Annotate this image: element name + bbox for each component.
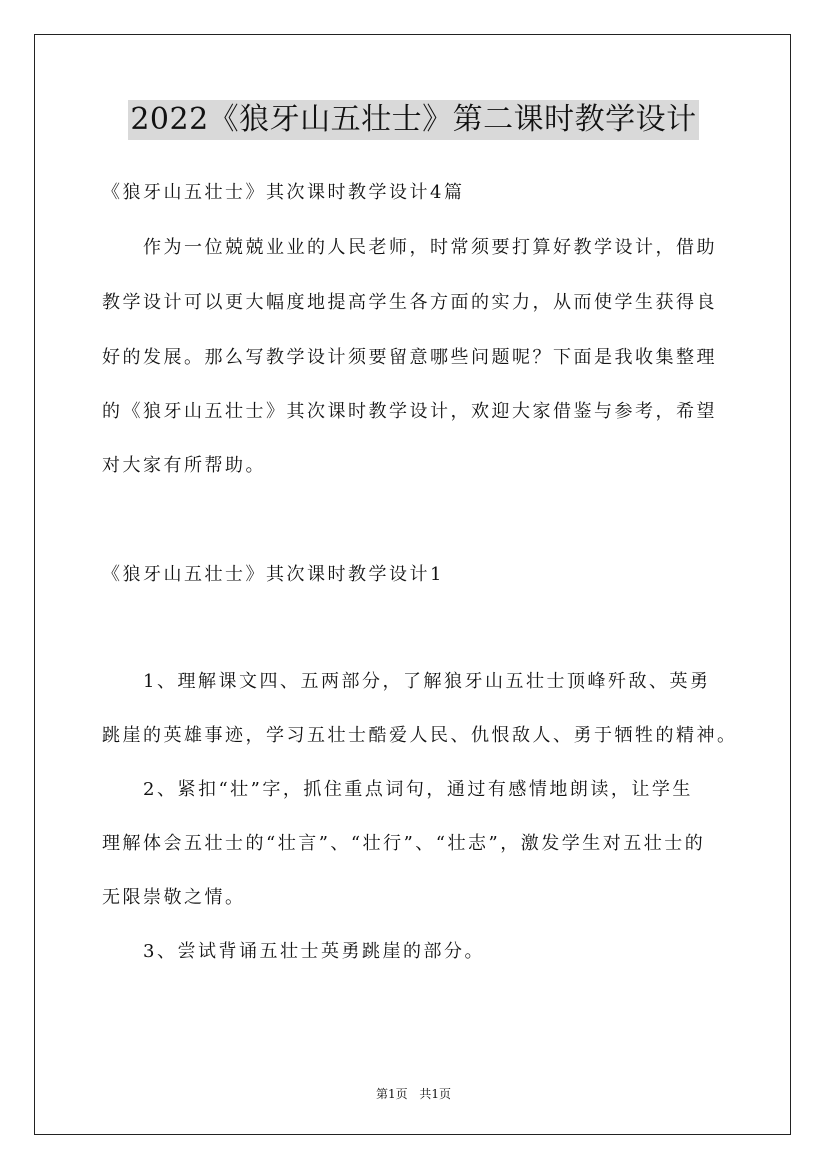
- goal-line-5: 无限崇敬之情。: [102, 887, 246, 908]
- page-title: 2022《狼牙山五壮士》第二课时教学设计: [128, 100, 698, 140]
- goal-line-2: 跳崖的英雄事迹，学习五壮士酷爱人民、仇恨敌人、勇于牺牲的精神。: [102, 725, 738, 746]
- goal-line-6: 3、尝试背诵五壮士英勇跳崖的部分。: [143, 941, 485, 962]
- intro-line-5: 对大家有所帮助。: [102, 455, 266, 476]
- intro-line-2: 教学设计可以更大幅度地提高学生各方面的实力，从而使学生获得良: [102, 292, 717, 313]
- page-number-current: 第1页: [375, 1087, 408, 1101]
- page-footer: [0, 1086, 827, 1102]
- subtitle: 《狼牙山五壮士》其次课时教学设计4篇: [102, 182, 465, 203]
- intro-line-1: 作为一位兢兢业业的人民老师，时常须要打算好教学设计，借助: [143, 237, 717, 258]
- goal-line-4: 理解体会五壮士的“壮言”、“壮行”、“壮志”，激发学生对五壮士的: [102, 833, 706, 854]
- intro-line-4: 的《狼牙山五壮士》其次课时教学设计，欢迎大家借鉴与参考，希望: [102, 401, 717, 422]
- goal-line-1: 1、理解课文四、五两部分，了解狼牙山五壮士顶峰歼敌、英勇: [143, 671, 711, 692]
- intro-line-3: 好的发展。那么写教学设计须要留意哪些问题呢？下面是我收集整理: [102, 347, 717, 368]
- section-heading: 《狼牙山五壮士》其次课时教学设计1: [102, 564, 444, 585]
- goal-line-3: 2、紧扣“壮”字，抓住重点词句，通过有感情地朗读，让学生: [143, 779, 693, 800]
- title-container: [0, 100, 827, 140]
- page-number-total: 共1页: [419, 1087, 452, 1101]
